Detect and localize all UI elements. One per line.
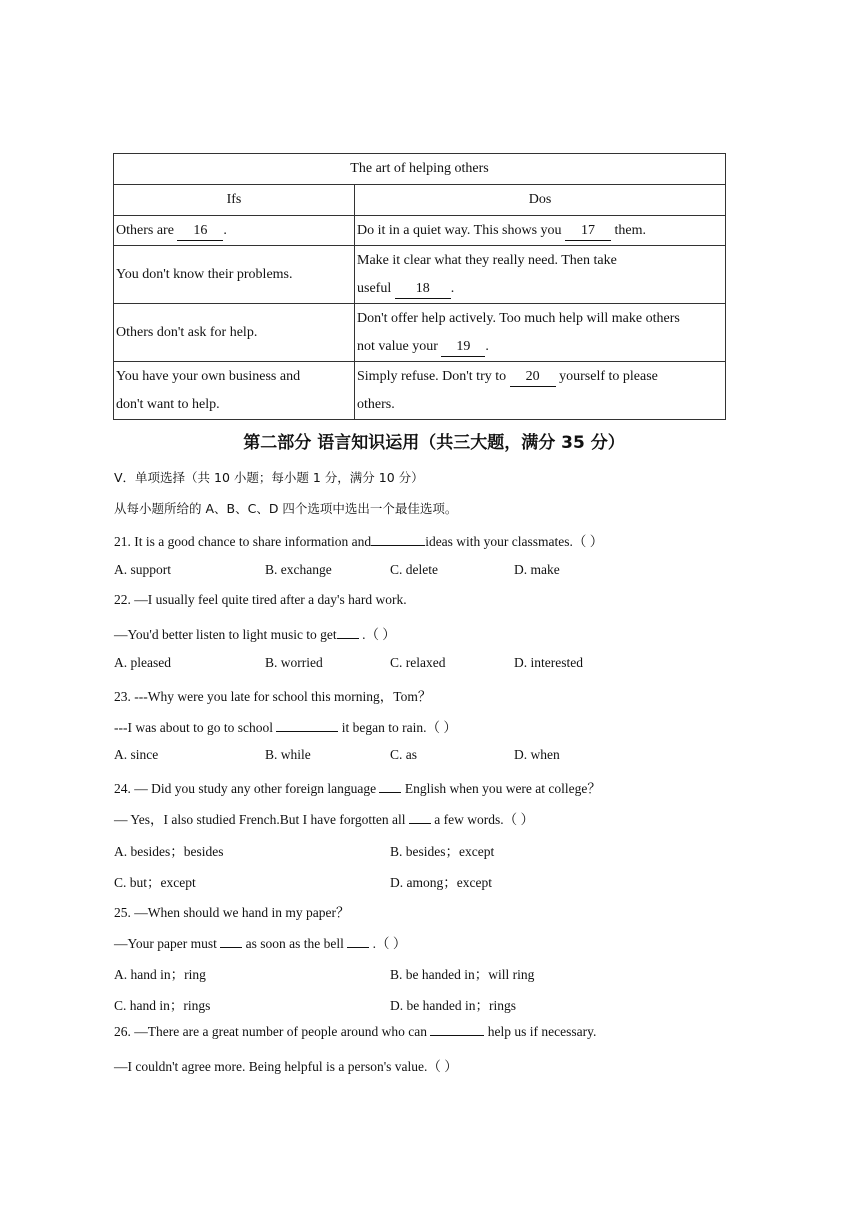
option-c: C. but；except — [114, 875, 196, 890]
answer-blank — [220, 936, 242, 948]
option-d: D. make — [514, 562, 560, 577]
option-c: C. as — [390, 747, 417, 762]
table-row — [114, 362, 726, 420]
blank-20: 20 — [510, 368, 556, 387]
do-cell: Make it clear what they really need. Then take useful 18 . — [355, 246, 726, 304]
answer-blank — [337, 627, 359, 639]
answer-blank — [276, 720, 338, 732]
option-b: B. while — [265, 747, 311, 762]
option-c: C. delete — [390, 562, 438, 577]
if-cell: Others don't ask for help. — [114, 304, 355, 362]
question-24-response: — Yes，I also studied French.But I have forgotten all a few words.（ ） — [114, 812, 534, 827]
question-24: 24. — Did you study any other foreign language English when you were at college？ — [114, 781, 601, 796]
question-21: 21. It is a good chance to share information and ideas with your classmates.（ ） — [114, 534, 604, 549]
question-22-response: —You'd better listen to light music to get .（ ） — [114, 627, 396, 642]
option-a: A. support — [114, 562, 171, 577]
question-22: 22. —I usually feel quite tired after a day's hard work. — [114, 592, 407, 607]
option-d: D. interested — [514, 655, 583, 670]
question-26: 26. —There are a great number of people around who can help us if necessary. — [114, 1024, 597, 1039]
question-23: 23. ---Why were you late for school this morning，Tom？ — [114, 689, 432, 704]
instruction-text: 从每小题所给的 A、B、C、D 四个选项中选出一个最佳选项。 — [114, 501, 458, 516]
table-row — [114, 304, 726, 362]
option-c: C. hand in；rings — [114, 998, 211, 1013]
blank-18: 18 — [395, 280, 451, 299]
do-cell: Do it in a quiet way. This shows you 17 them. — [355, 216, 726, 246]
option-d: D. among；except — [390, 875, 492, 890]
option-d: D. when — [514, 747, 560, 762]
part-heading: V．单项选择（共 10 小题；每小题 1 分，满分 10 分） — [114, 470, 424, 485]
table-title: The art of helping others — [114, 154, 726, 185]
option-c: C. relaxed — [390, 655, 446, 670]
option-b: B. be handed in；will ring — [390, 967, 535, 982]
answer-blank — [430, 1024, 484, 1036]
column-header-dos: Dos — [355, 185, 726, 216]
option-a: A. besides；besides — [114, 844, 224, 859]
table-row — [114, 246, 726, 304]
question-25-response: —Your paper must as soon as the bell .（ ） — [114, 936, 407, 951]
if-cell: Others are 16 . — [114, 216, 355, 246]
question-26-response: —I couldn't agree more. Being helpful is a person's value.（ ） — [114, 1059, 458, 1074]
if-cell: You have your own business and don't want to help. — [114, 362, 355, 420]
table-row — [114, 216, 726, 246]
option-a: A. since — [114, 747, 159, 762]
column-header-ifs: Ifs — [114, 185, 355, 216]
blank-19: 19 — [441, 338, 485, 357]
answer-blank — [379, 781, 401, 793]
option-d: D. be handed in；rings — [390, 998, 516, 1013]
blank-17: 17 — [565, 222, 611, 241]
option-b: B. worried — [265, 655, 323, 670]
if-cell: You don't know their problems. — [114, 246, 355, 304]
option-a: A. pleased — [114, 655, 171, 670]
option-b: B. exchange — [265, 562, 332, 577]
question-25: 25. —When should we hand in my paper？ — [114, 905, 350, 920]
answer-blank — [347, 936, 369, 948]
blank-16: 16 — [177, 222, 223, 241]
option-b: B. besides；except — [390, 844, 495, 859]
answer-blank — [409, 812, 431, 824]
do-cell: Simply refuse. Don't try to 20 yourself to please others. — [355, 362, 726, 420]
option-a: A. hand in；ring — [114, 967, 206, 982]
do-cell: Don't offer help actively. Too much help will make others not value your 19 . — [355, 304, 726, 362]
helping-others-table — [113, 153, 726, 420]
question-23-response: ---I was about to go to school it began to rain.（ ） — [114, 720, 457, 735]
section-title: 第二部分 语言知识运用（共三大题，满分 35 分） — [243, 433, 625, 453]
answer-blank — [371, 534, 425, 546]
